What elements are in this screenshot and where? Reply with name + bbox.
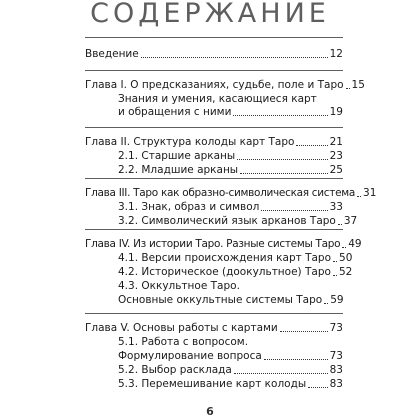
- toc-entry-5-1-line2[interactable]: Формулирование вопроса 73: [118, 350, 343, 362]
- toc-entry-3-2[interactable]: 3.2. Символический язык арканов Таро 37: [118, 215, 358, 227]
- toc-entry-3-1[interactable]: 3.1. Знак, образ и символ 33: [118, 201, 343, 213]
- toc-entry-5-3[interactable]: 5.3. Перемешивание карт колоды 83: [118, 378, 343, 390]
- divider: [85, 37, 343, 38]
- toc-entry-5-2[interactable]: 5.2. Выбор расклада 83: [118, 364, 343, 376]
- toc-entry-4-2[interactable]: 4.2. Историческое (доокультное) Таро 52: [118, 266, 353, 278]
- divider: [85, 178, 343, 179]
- page-title: СОДЕРЖАНИЕ: [90, 0, 330, 29]
- toc-entry-1-1-line1[interactable]: Знания и умения, касающиеся карт: [118, 93, 317, 105]
- divider: [85, 229, 343, 230]
- toc-entry-chapter-2[interactable]: Глава II. Структура колоды карт Таро 21: [85, 136, 343, 148]
- toc-entry-chapter-4[interactable]: Глава IV. Из истории Таро. Разные системы Таро 49: [85, 238, 362, 250]
- toc-entry-chapter-3[interactable]: Глава III. Таро как образно-символическая система 31: [85, 187, 377, 199]
- divider: [85, 313, 343, 314]
- page-number: 6: [206, 405, 214, 418]
- toc-entry-5-1-line1[interactable]: 5.1. Работа с вопросом.: [118, 336, 249, 348]
- toc-entry-2-2[interactable]: 2.2. Младшие арканы 25: [118, 164, 343, 176]
- divider: [85, 127, 343, 128]
- divider: [85, 70, 343, 71]
- toc-entry-4-1[interactable]: 4.1. Версии происхождения карт Таро 50: [118, 252, 353, 264]
- toc-entry-chapter-5[interactable]: Глава V. Основы работы с картами 73: [85, 322, 343, 334]
- toc-entry-introduction[interactable]: Введение 12: [85, 48, 343, 60]
- toc-entry-4-3-line2[interactable]: Основные оккультные системы Таро 59: [118, 294, 344, 306]
- toc-entry-chapter-1[interactable]: Глава I. О предсказаниях, судьбе, поле и Таро 15: [85, 79, 365, 91]
- toc-entry-2-1[interactable]: 2.1. Старшие арканы 23: [118, 150, 343, 162]
- toc-entry-1-1-line2[interactable]: и обращения с ними 19: [118, 106, 343, 118]
- toc-entry-4-3-line1[interactable]: 4.3. Оккультное Таро.: [118, 280, 240, 292]
